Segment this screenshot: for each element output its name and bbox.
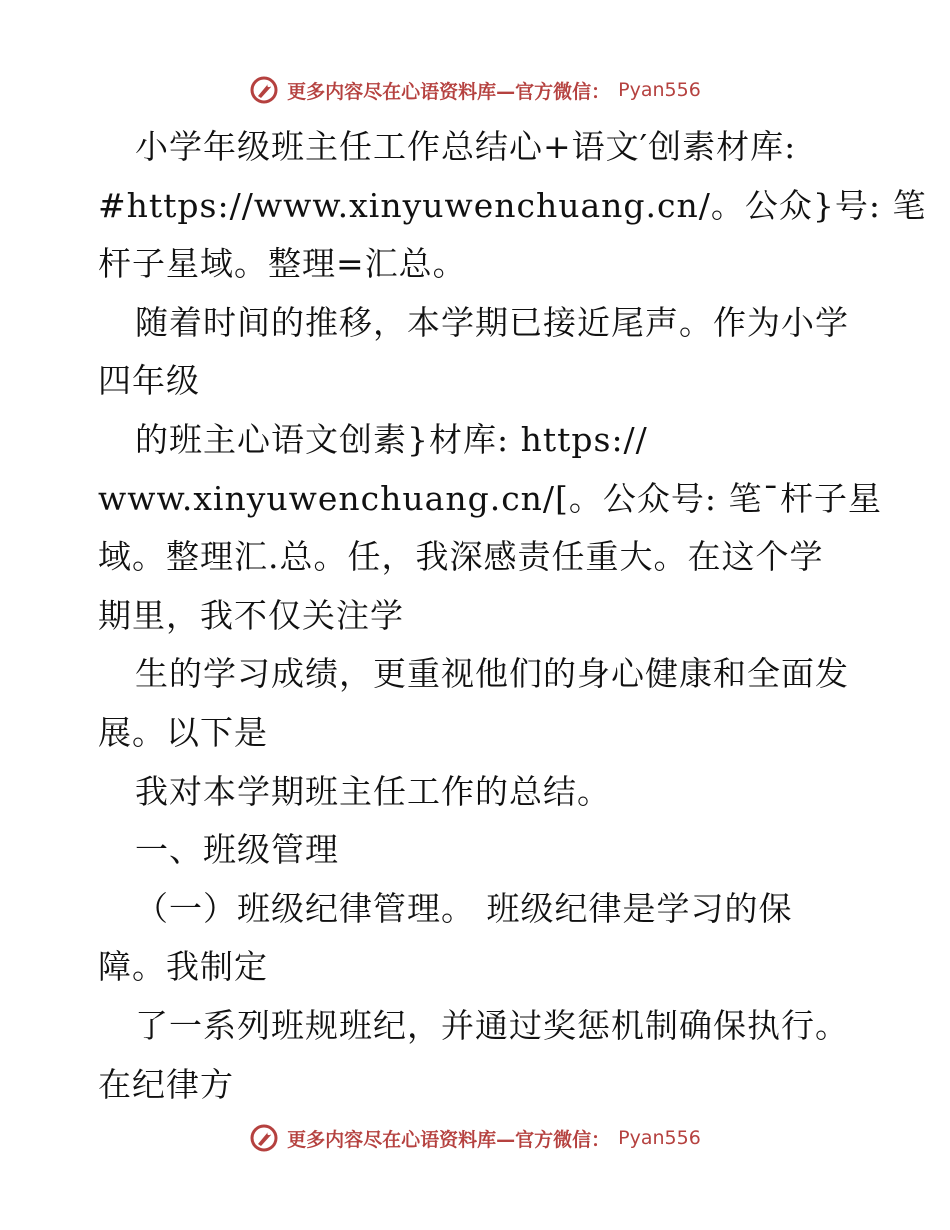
- text-line: 了一系列班规班纪，并通过奖惩机制确保执行。: [135, 1005, 849, 1045]
- pen-nib-logo-icon: [249, 75, 279, 105]
- banner-text: 更多内容尽在心语资料库—官方微信：: [287, 1128, 611, 1151]
- text-line: 随着时间的推移，本学期已接近尾声。作为小学: [135, 302, 849, 342]
- text-line: 小学年级班主任工作总结心+语文′创素材库:: [135, 127, 797, 166]
- text-line: 在纪律方: [98, 1064, 234, 1104]
- text-line: #https://www.xinyuwenchuang.cn/。公众}号: 笔: [98, 185, 927, 225]
- text-line: （一）班级纪律管理。 班级纪律是学习的保: [135, 888, 793, 928]
- text-line: 域。整理汇.总。任，我深感责任重大。在这个学: [98, 537, 824, 577]
- banner-handle: Pyan556: [618, 79, 701, 101]
- text-line: 一、班级管理: [135, 830, 339, 870]
- text-line: 生的学习成绩，更重视他们的身心健康和全面发: [135, 654, 849, 694]
- header-banner: [0, 70, 950, 110]
- text-line: 期里，我不仅关注学: [98, 595, 404, 635]
- text-line: 障。我制定: [98, 947, 268, 987]
- footer-banner: [0, 1118, 950, 1158]
- text-line: 的班主心语文创素}材库: https://: [135, 419, 648, 459]
- pen-nib-logo-icon: [249, 1123, 279, 1153]
- banner-handle: Pyan556: [618, 1127, 701, 1149]
- text-line: 展。以下是: [98, 712, 268, 752]
- document-body: [98, 118, 927, 1114]
- text-line: 四年级: [98, 361, 200, 401]
- text-line: 我对本学期班主任工作的总结。: [135, 771, 611, 811]
- banner-text: 更多内容尽在心语资料库—官方微信：: [287, 80, 611, 103]
- text-line: www.xinyuwenchuang.cn/[。公众号: 笔¯杆子星: [98, 478, 883, 518]
- text-line: 杆子星域。整理=汇总。: [98, 244, 467, 284]
